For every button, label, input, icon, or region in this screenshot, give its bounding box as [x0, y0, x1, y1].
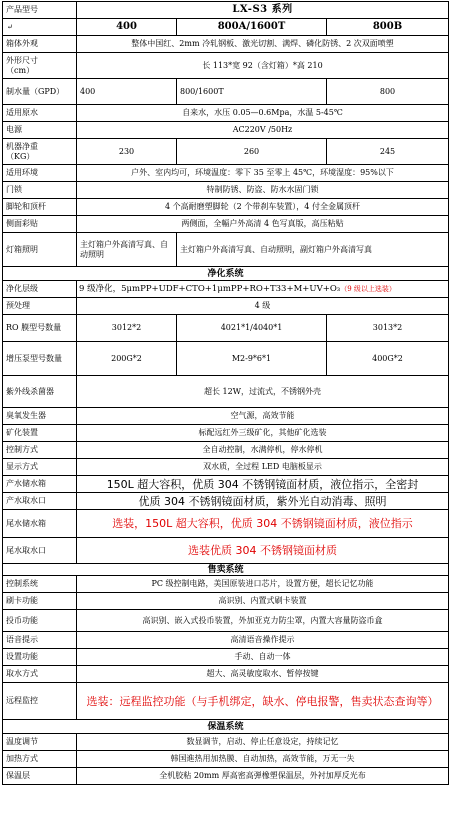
- value-ro-800b: 3013*2: [327, 315, 449, 342]
- label-outlet: 产水取水口: [3, 493, 77, 510]
- value-light-800: 主灯箱户外高清写真、自动照明，副灯箱户外高清写真: [177, 233, 449, 267]
- label-capacity: 制水量（GPD）: [3, 79, 77, 105]
- header-label: 产品型号: [3, 2, 77, 19]
- model-400: 400: [77, 19, 177, 36]
- row-take: [3, 666, 449, 683]
- value-power: AC220V /50Hz: [77, 122, 449, 139]
- row-feet: [3, 199, 449, 216]
- value-ro-400: 3012*2: [77, 315, 177, 342]
- label-card: 刷卡功能: [3, 593, 77, 610]
- label-voice: 语音提示: [3, 632, 77, 649]
- row-outlet: [3, 493, 449, 510]
- row-size: [3, 53, 449, 79]
- value-remote: 选装：远程监控功能（与手机绑定，缺水、停电报警，售卖状态查询等）: [77, 683, 449, 720]
- levels-text: 9 级净化，5μmPP+UDF+CTO+1μmPP+RO+T33+M+UV+O₃: [79, 284, 341, 294]
- label-pump: 增压泵型号数量: [3, 342, 77, 376]
- value-uv: 超长 12W，过流式，不锈钢外壳: [77, 376, 449, 408]
- section-purify: [3, 267, 449, 281]
- value-pump-800b: 400G*2: [327, 342, 449, 376]
- value-display: 双水质，全过程 LED 电脑板显示: [77, 459, 449, 476]
- row-water: [3, 105, 449, 122]
- label-pre: 预处理: [3, 298, 77, 315]
- value-door: 特制防锈、防盗、防水水固门锁: [77, 182, 449, 199]
- label-remote: 远程监控: [3, 683, 77, 720]
- row-remote: [3, 683, 449, 720]
- label-wtank: 尾水储水箱: [3, 510, 77, 538]
- label-side: 侧面彩贴: [3, 216, 77, 233]
- value-card: 高识别、内置式刷卡装置: [77, 593, 449, 610]
- value-mineral: 标配远红外三级矿化，其他矿化选装: [77, 425, 449, 442]
- label-heat: 加热方式: [3, 751, 77, 768]
- label-tank: 产水储水箱: [3, 476, 77, 493]
- section-sales: [3, 564, 449, 576]
- value-light-400: 主灯箱户外高清写真、自动照明: [77, 233, 177, 267]
- value-pump-800a: M2-9*6*1: [177, 342, 327, 376]
- value-ro-800a: 4021*1/4040*1: [177, 315, 327, 342]
- row-pre: [3, 298, 449, 315]
- value-sales-control: PC 级控制电路，美国原装进口芯片，设置方便，超长记忆功能: [77, 576, 449, 593]
- label-power: 电源: [3, 122, 77, 139]
- section-keep: [3, 720, 449, 734]
- value-tank: 150L 超大容积，优质 304 不锈钢镜面材质，液位指示，全密封: [77, 476, 449, 493]
- label-uv: 紫外线杀菌器: [3, 376, 77, 408]
- row-coin: [3, 610, 449, 632]
- row-tank: [3, 476, 449, 493]
- levels-note: （9 级以上选装）: [340, 285, 396, 293]
- label-coin: 投币功能: [3, 610, 77, 632]
- value-ozone: 空气源，高效节能: [77, 408, 449, 425]
- value-coin: 高识别、嵌入式投币装置，外加亚克力防尘罩，内置大容量防盗币盒: [77, 610, 449, 632]
- row-pump: [3, 342, 449, 376]
- value-wtank: 选装，150L 超大容积，优质 304 不锈钢镜面材质，液位指示: [77, 510, 449, 538]
- row-woutlet: [3, 538, 449, 564]
- label-sales-control: 控制系统: [3, 576, 77, 593]
- row-light: [3, 233, 449, 267]
- value-weight-800a: 260: [177, 139, 327, 165]
- row-env: [3, 165, 449, 182]
- spec-table: [2, 1, 449, 785]
- value-capacity-400: 400: [77, 79, 177, 105]
- label-display: 显示方式: [3, 459, 77, 476]
- value-water: 自来水，水压 0.05—0.6Mpa，水温 5-45℃: [77, 105, 449, 122]
- row-control: [3, 442, 449, 459]
- spec-sheet: [0, 1, 450, 834]
- value-take: 超大、高灵敏度取水、暂停按键: [77, 666, 449, 683]
- value-heat: 韩国進热用加热膜、自动加热，高效节能，万无一失: [77, 751, 449, 768]
- value-size: 长 113*宽 92（含灯箱）*高 210: [77, 53, 449, 79]
- row-wtank: [3, 510, 449, 538]
- row-mineral: [3, 425, 449, 442]
- value-weight-400: 230: [77, 139, 177, 165]
- label-ozone: 臭氧发生器: [3, 408, 77, 425]
- value-weight-800b: 245: [327, 139, 449, 165]
- row-capacity: [3, 79, 449, 105]
- label-door: 门锁: [3, 182, 77, 199]
- label-ro: RO 膜型号数量: [3, 315, 77, 342]
- row-voice: [3, 632, 449, 649]
- value-temp: 数显调节，启动、停止任意设定，持续记忆: [77, 734, 449, 751]
- row-door: [3, 182, 449, 199]
- label-levels: 净化层级: [3, 281, 77, 298]
- label-light: 灯箱照明: [3, 233, 77, 267]
- model-label-empty: ↵: [3, 19, 77, 36]
- row-side: [3, 216, 449, 233]
- label-mineral: 矿化装置: [3, 425, 77, 442]
- label-weight: 机器净重 （KG）: [3, 139, 77, 165]
- label-woutlet: 尾水取水口: [3, 538, 77, 564]
- value-woutlet: 选装优质 304 不锈钢镜面材质: [77, 538, 449, 564]
- row-ozone: [3, 408, 449, 425]
- value-control: 全自动控制，水满停机，停水停机: [77, 442, 449, 459]
- section-title-keep: 保温系统: [3, 720, 449, 734]
- row-ro: [3, 315, 449, 342]
- row-setup: [3, 649, 449, 666]
- label-setup: 设置功能: [3, 649, 77, 666]
- row-levels: [3, 281, 449, 298]
- row-display: [3, 459, 449, 476]
- row-card: [3, 593, 449, 610]
- section-title-purify: 净化系统: [3, 267, 449, 281]
- value-pre: 4 级: [77, 298, 449, 315]
- model-800b: 800B: [327, 19, 449, 36]
- value-voice: 高清语音操作提示: [77, 632, 449, 649]
- row-sales-control: [3, 576, 449, 593]
- label-temp: 温度调节: [3, 734, 77, 751]
- value-appearance: 整体中国红、2mm 冷轧钢板、激光切割、满焊、磷化防锈、2 次双面喷塑: [77, 36, 449, 53]
- model-row: [3, 19, 449, 36]
- value-layer: 全机胶粘 20mm 厚高密高弹橡塑保温层，外衬加厚反光布: [77, 768, 449, 785]
- row-heat: [3, 751, 449, 768]
- label-control: 控制方式: [3, 442, 77, 459]
- label-size: 外形尺寸 （cm）: [3, 53, 77, 79]
- series-title: LX-S3 系列: [77, 2, 449, 19]
- value-capacity-800b: 800: [327, 79, 449, 105]
- label-env: 适用环境: [3, 165, 77, 182]
- value-capacity-800a: 800/1600T: [177, 79, 327, 105]
- row-uv: [3, 376, 449, 408]
- row-appearance: [3, 36, 449, 53]
- value-side: 两侧面，全幅户外高清 4 色写真版，高压粘贴: [77, 216, 449, 233]
- value-pump-400: 200G*2: [77, 342, 177, 376]
- value-outlet: 优质 304 不锈钢镜面材质，紫外光自动消毒、照明: [77, 493, 449, 510]
- value-feet: 4 个高耐磨塑脚轮（2 个带刹车装置），4 付全金属顶杆: [77, 199, 449, 216]
- value-levels: [77, 281, 449, 298]
- model-800a-1600t: 800A/1600T: [177, 19, 327, 36]
- value-env: 户外、室内均可，环境温度：零下 35 至零上 45℃，环境湿度：95%以下: [77, 165, 449, 182]
- row-power: [3, 122, 449, 139]
- row-temp: [3, 734, 449, 751]
- value-setup: 手动、自动一体: [77, 649, 449, 666]
- label-feet: 脚轮和顶杆: [3, 199, 77, 216]
- section-title-sales: 售卖系统: [3, 564, 449, 576]
- header-row: [3, 2, 449, 19]
- label-water: 适用原水: [3, 105, 77, 122]
- label-appearance: 箱体外观: [3, 36, 77, 53]
- row-weight: [3, 139, 449, 165]
- label-layer: 保温层: [3, 768, 77, 785]
- row-layer: [3, 768, 449, 785]
- label-take: 取水方式: [3, 666, 77, 683]
